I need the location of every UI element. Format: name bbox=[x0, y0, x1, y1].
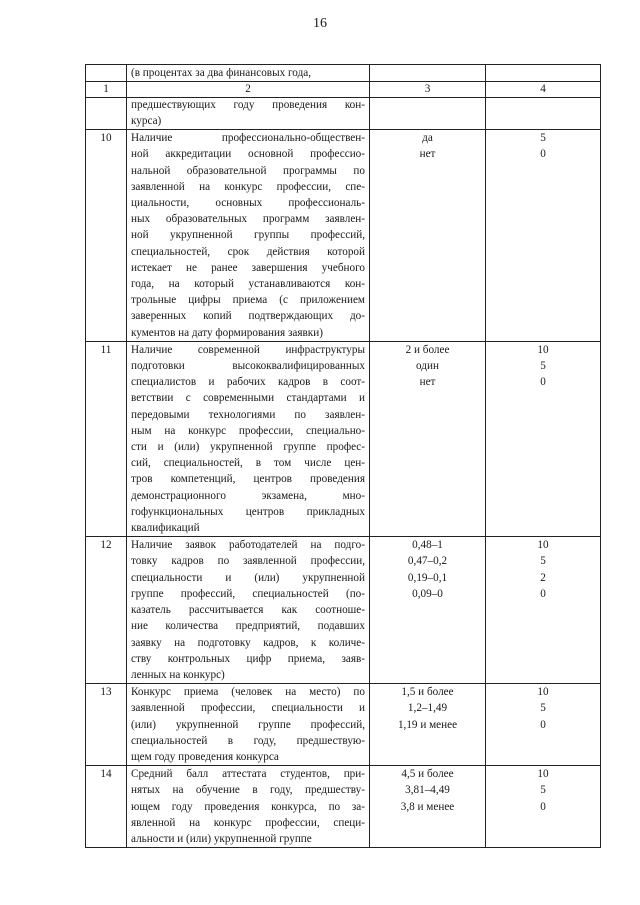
criterion-cell bbox=[127, 341, 370, 536]
criterion-text-line: тров компетенций, центров проведения bbox=[131, 473, 365, 486]
criterion-text-line: специальностей в году, предшествую- bbox=[131, 734, 365, 747]
criterion-text-line: ленных на конкурс) bbox=[131, 668, 225, 681]
criterion-text-line: сий, специальностей, в том числе цен- bbox=[131, 457, 365, 470]
cell-text-line: 1,19 и менее bbox=[397, 718, 458, 731]
row-number: 13 bbox=[86, 684, 127, 766]
criterion-cell bbox=[127, 684, 370, 766]
criterion-text-line: подготовки высококвалифицированных bbox=[131, 360, 365, 373]
continuation-row bbox=[86, 98, 601, 130]
criterion-text-line: (в процентах за два финансовых года, bbox=[131, 67, 312, 79]
criterion-text-line: специалистов и рабочих кадров в соот- bbox=[131, 376, 365, 389]
cell-text-line: 0 bbox=[540, 587, 546, 600]
criterion-cell bbox=[127, 65, 370, 82]
criterion-text-line: нальной образовательной программы по bbox=[131, 164, 365, 177]
row-number: 12 bbox=[86, 537, 127, 684]
criterion-text-line: циальности, основных профессиональ- bbox=[131, 197, 365, 210]
cell-text-line: 0,09–0 bbox=[412, 587, 443, 600]
table-row bbox=[86, 130, 601, 342]
cell-text-line: 2 bbox=[540, 571, 546, 584]
cell-text-line: 0,47–0,2 bbox=[407, 555, 448, 568]
cell-text-line: 1,5 и более bbox=[401, 686, 454, 699]
criterion-text-line: щем году проведения конкурса bbox=[131, 750, 279, 763]
cell-text-line: 3,8 и менее bbox=[400, 800, 455, 813]
criterion-text-line: сти и (или) укрупненной группе профес- bbox=[131, 441, 365, 454]
cell-text-line: нет bbox=[419, 148, 436, 161]
criterion-text-line: альности и (или) укрупненной группе bbox=[131, 832, 312, 845]
criterion-text-line: курса) bbox=[131, 114, 162, 127]
criterion-text-line: предшествующих году проведения кон- bbox=[131, 99, 365, 112]
cell-text-line: да bbox=[422, 132, 433, 145]
values-cell bbox=[370, 130, 486, 342]
criterion-text-line: Конкурс приема (человек на место) по bbox=[131, 686, 365, 699]
cell-text-line: 0 bbox=[540, 718, 546, 731]
criterion-text-line: ным на конкурс профессии, специально- bbox=[131, 424, 365, 437]
cell-text-line: 10 bbox=[537, 539, 549, 552]
criterion-text-line: ние количества предприятий, подавших bbox=[131, 620, 365, 633]
criterion-text-line: ной аккредитации основной профессио- bbox=[131, 148, 365, 161]
row-number: 11 bbox=[86, 341, 127, 536]
row-number: 14 bbox=[86, 766, 127, 848]
cell-text-line: 0 bbox=[540, 800, 546, 813]
criterion-text-line: специальности и (или) укрупненной bbox=[131, 571, 365, 584]
column-number: 3 bbox=[370, 82, 486, 98]
criterion-text-line: трольные цифры приема (с приложением bbox=[131, 294, 365, 307]
criterion-text-line: кументов на дату формирования заявки) bbox=[131, 326, 323, 339]
criterion-text-line: ющем году проведения конкурса, по за- bbox=[131, 800, 365, 813]
criterion-text-line: Наличие заявок работодателей на подго- bbox=[131, 539, 365, 552]
criterion-text-line: квалификаций bbox=[131, 522, 200, 535]
cell-text-line: один bbox=[416, 360, 439, 373]
points-cell bbox=[486, 684, 601, 766]
cell-text-line: 1,2–1,49 bbox=[407, 702, 448, 715]
criterion-text-line: нятых на обучение в году, предшеству- bbox=[131, 784, 365, 797]
criterion-text-line: явленной на конкурс профессии, специ- bbox=[131, 816, 365, 829]
criterion-text-line: ветствии с современными стандартами и bbox=[131, 392, 365, 405]
page-number: 16 bbox=[313, 16, 327, 31]
column-number: 1 bbox=[86, 82, 127, 98]
cell-text-line: 0 bbox=[540, 376, 546, 389]
criterion-text-line: заявку на подготовку кадров, к количе- bbox=[131, 636, 365, 649]
cell-text-line: 0,19–0,1 bbox=[407, 571, 448, 584]
column-number: 2 bbox=[127, 82, 370, 98]
criterion-text-line: казатель рассчитывается как соотноше- bbox=[131, 604, 365, 617]
values-cell bbox=[370, 684, 486, 766]
cell-text-line: 2 и более bbox=[405, 343, 450, 356]
criterion-text-line: Средний балл аттестата студентов, при- bbox=[131, 768, 365, 781]
values-cell bbox=[370, 341, 486, 536]
criterion-text-line: товку кадров по заявленной профессии, bbox=[131, 555, 365, 568]
criterion-text-line: заявленной на конкурс профессии, спе- bbox=[131, 180, 365, 193]
table-row bbox=[86, 684, 601, 766]
cell-text-line: 10 bbox=[537, 686, 549, 699]
row-number: 10 bbox=[86, 130, 127, 342]
values-cell bbox=[370, 766, 486, 848]
criterion-cell bbox=[127, 766, 370, 848]
criterion-text-line: заявленной профессии, специальности и bbox=[131, 702, 365, 715]
criterion-text-line: специальностей, срок действия которой bbox=[131, 245, 365, 258]
points-cell bbox=[486, 130, 601, 342]
criterion-text-line: гофункциональных центров прикладных bbox=[131, 505, 365, 518]
cell-text-line: 5 bbox=[540, 702, 546, 715]
cell-text-line: 5 bbox=[540, 555, 546, 568]
values-cell bbox=[370, 537, 486, 684]
criterion-cell bbox=[127, 537, 370, 684]
criterion-text-line: заверенных копий подтверждающих до- bbox=[131, 310, 365, 323]
cell-text-line: 10 bbox=[537, 768, 549, 781]
criterion-text-line: группе профессий, специальностей (по- bbox=[131, 587, 365, 600]
criterion-text-line: ной укрупненной группы профессий, bbox=[131, 229, 365, 242]
criterion-cell bbox=[127, 98, 370, 130]
criterion-text-line: Наличие современной инфраструктуры bbox=[131, 343, 365, 356]
criterion-text-line: демонстрационного экзамена, мно- bbox=[131, 489, 365, 502]
criterion-text-line: ных образовательных программ заявлен- bbox=[131, 213, 365, 226]
table-top-row bbox=[86, 65, 601, 82]
criterion-cell bbox=[127, 130, 370, 342]
points-cell bbox=[486, 537, 601, 684]
cell-text-line: 5 bbox=[540, 360, 546, 373]
column-number-row bbox=[86, 82, 601, 98]
criterion-text-line: истекает не ранее завершения учебного bbox=[131, 261, 365, 274]
cell-text-line: 5 bbox=[540, 132, 546, 145]
cell-text-line: нет bbox=[419, 376, 436, 389]
column-number: 4 bbox=[486, 82, 601, 98]
points-cell bbox=[486, 766, 601, 848]
table-row bbox=[86, 341, 601, 536]
criterion-text-line: (или) укрупненной группе профессий, bbox=[131, 718, 365, 731]
criterion-text-line: передовыми технологиями по заявлен- bbox=[131, 408, 365, 421]
table-row bbox=[86, 537, 601, 684]
cell-text-line: 4,5 и более bbox=[401, 768, 454, 781]
table-row bbox=[86, 766, 601, 848]
cell-text-line: 0 bbox=[540, 148, 546, 161]
criteria-table bbox=[85, 64, 601, 848]
cell-text-line: 10 bbox=[537, 343, 549, 356]
cell-text-line: 5 bbox=[540, 784, 546, 797]
cell-text-line: 3,81–4,49 bbox=[405, 784, 450, 797]
criterion-text-line: ству контрольных цифр приема, заяв- bbox=[131, 652, 365, 665]
criterion-text-line: года, на который устанавливаются кон- bbox=[131, 278, 365, 291]
points-cell bbox=[486, 341, 601, 536]
criterion-text-line: Наличие профессионально-обществен- bbox=[131, 132, 365, 145]
cell-text-line: 0,48–1 bbox=[412, 539, 443, 552]
